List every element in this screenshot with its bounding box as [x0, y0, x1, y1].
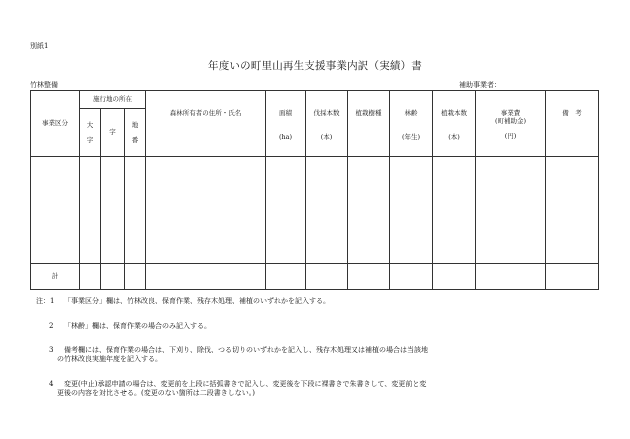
cell [546, 264, 599, 290]
cell [80, 157, 101, 264]
header-cut-count: 伐採本数 (本) [306, 91, 348, 157]
document-title: 年度いの町里山再生支援事業内訳（実績）書 [208, 60, 422, 72]
cell [31, 157, 80, 264]
cell [433, 264, 476, 290]
cell [476, 264, 546, 290]
header-owner: 森林所有者の住所・氏名 [146, 91, 266, 157]
cell [476, 157, 546, 264]
header-plant-species: 植栽樹種 [348, 91, 390, 157]
cell [146, 157, 266, 264]
header-jigyo-kubun: 事業区分 [31, 91, 80, 157]
cell [101, 157, 125, 264]
total-row [31, 264, 599, 290]
cell [125, 264, 146, 290]
header-location-group: 施行地の所在 [80, 91, 146, 109]
cell [348, 157, 390, 264]
applicant-field: 補助事業者： [459, 80, 596, 91]
header-cost: 事業費 (町補助金) (円) [476, 91, 546, 157]
cell [306, 264, 348, 290]
note-1: 注：1 「事業区分」欄は、竹林改良、保育作業、残存木処理、補植のいずれかを記入する。 [36, 297, 330, 305]
cell [306, 157, 348, 264]
cell [125, 157, 146, 264]
cell [146, 264, 266, 290]
data-row [31, 157, 599, 264]
header-aza: 字 [101, 109, 125, 157]
cell [101, 264, 125, 290]
cell [390, 264, 433, 290]
header-age: 林齢 (年生) [390, 91, 433, 157]
note-2: 2 「林齢」欄は、保育作業の場合のみ記入する。 [49, 322, 211, 330]
header-plant-count: 植栽本数 (本) [433, 91, 476, 157]
cell [390, 157, 433, 264]
cell [546, 157, 599, 264]
breakdown-table [30, 90, 599, 290]
note-4: 4 変更(中止)承認申請の場合は、変更前を上段に括弧書きで記入し、変更後を下段に裸書きで朱書きして、変更前と変 [49, 380, 427, 388]
cell [348, 264, 390, 290]
cell [266, 264, 306, 290]
header-oaza: 大 字 [80, 109, 101, 157]
note-3-continued: の竹林改良実施年度を記入する。 [57, 355, 162, 363]
form-number-label: 別紙1 [30, 42, 49, 50]
header-remarks: 備 考 [546, 91, 599, 157]
total-label: 計 [31, 264, 80, 290]
cell [266, 157, 306, 264]
note-3: 3 備考欄には、保育作業の場合は、下刈り、除伐、つる切りのいずれかを記入し、残存木処理又は補植の場合は当該地 [49, 346, 428, 354]
header-area: 面積 (ha) [266, 91, 306, 157]
category-label: 竹林整備 [30, 81, 58, 89]
note-4-continued: 更後の内容を対比させる。(変更のない箇所は二段書きしない。) [57, 389, 255, 397]
header-chiban: 地 番 [125, 109, 146, 157]
cell [433, 157, 476, 264]
cell [80, 264, 101, 290]
